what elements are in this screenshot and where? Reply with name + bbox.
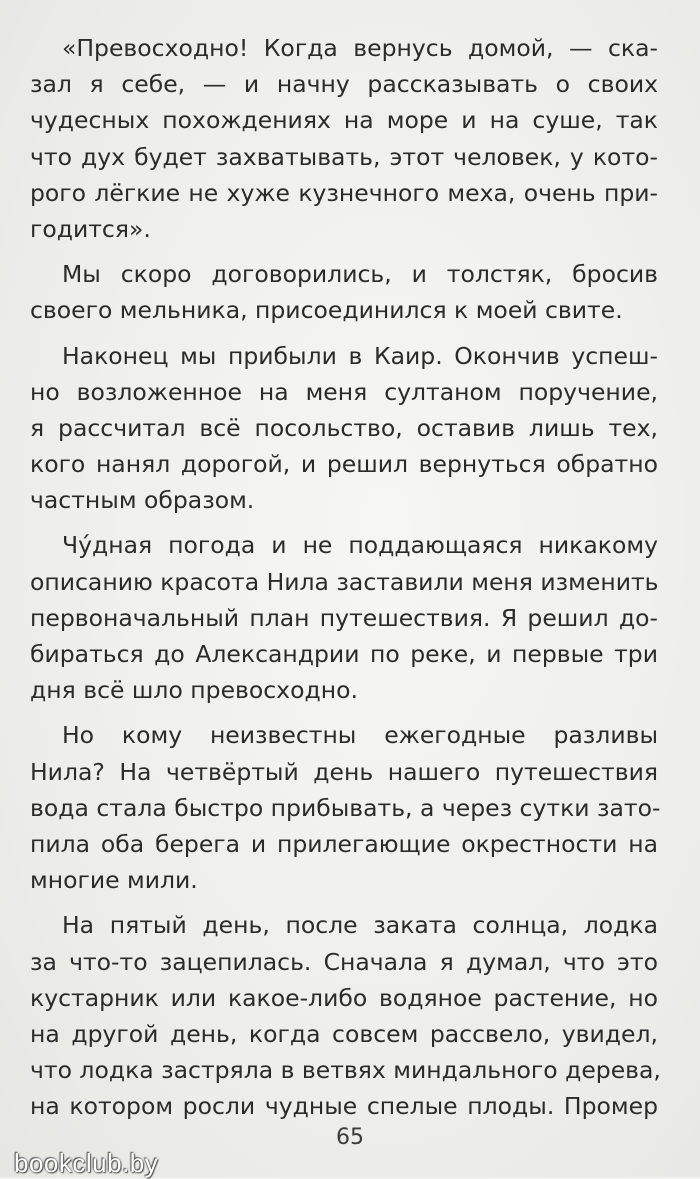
text-line: На пятый день, после заката солнца, лодка — [62, 911, 658, 940]
text-line: дня всё шло превосходно. — [30, 676, 358, 705]
watermark: bookclub.by — [14, 1148, 159, 1178]
text-line: кустарник или какое-либо водяное растение, но — [30, 983, 658, 1012]
paragraph — [30, 527, 658, 708]
text-line: годится». — [30, 214, 151, 243]
page-number: 65 — [336, 1125, 364, 1150]
text-line: но возложенное на меня султаном поручение, — [30, 377, 658, 406]
text-line: Мы скоро договорились, и толстяк, бросив — [62, 260, 658, 289]
text-line: чудесных похождениях на море и на суше, так — [30, 106, 658, 135]
text-line: Нила? На четвёртый день нашего путешествия — [30, 757, 658, 786]
text-line: многие мили. — [30, 866, 198, 895]
text-line: частным образом. — [30, 486, 255, 515]
text-line: я рассчитал всё посольство, оставив лишь тех, — [30, 413, 658, 442]
text-line: Чу́дная погода и не поддающаяся никакому — [62, 531, 658, 560]
text-line: зал я себе, — и начну рассказывать о своих — [30, 70, 658, 99]
text-line: за что-то зацепилась. Сначала я думал, что это — [30, 947, 658, 976]
paragraph — [30, 256, 658, 328]
text-line: описанию красота Нила заставили меня изменить — [30, 567, 659, 596]
text-line: вода стала быстро прибывать, а через сутки зато- — [30, 793, 661, 822]
paragraph — [30, 338, 658, 519]
paragraph — [30, 717, 661, 898]
text-line: что лодка застряла в ветвях миндального дерева, — [30, 1056, 661, 1085]
page-text — [30, 30, 661, 1124]
text-line: пила оба берега и прилегающие окрестности на — [30, 829, 658, 858]
paragraph — [30, 30, 658, 247]
text-line: на другой день, когда совсем рассвело, увидел, — [30, 1019, 658, 1048]
text-line: «Превосходно! Когда вернусь домой, — ска- — [62, 34, 658, 62]
paragraph — [30, 907, 661, 1124]
text-line: Наконец мы прибыли в Каир. Окончив успеш- — [62, 341, 658, 370]
text-line: на котором росли чудные спелые плоды. Промер — [30, 1092, 658, 1121]
text-line: Но кому неизвестны ежегодные разливы — [62, 721, 658, 750]
text-line: что дух будет захватывать, этот человек, у кото- — [30, 142, 658, 171]
text-line: рого лёгкие не хуже кузнечного меха, очень при- — [30, 178, 658, 207]
text-line: своего мельника, присоединился к моей свите. — [30, 296, 623, 325]
text-line: кого нанял дорогой, и решил вернуться обратно — [30, 450, 658, 479]
text-line: бираться до Александрии по реке, и первые три — [30, 640, 658, 668]
text-line: первоначальный план путешествия. Я решил до- — [30, 603, 658, 632]
